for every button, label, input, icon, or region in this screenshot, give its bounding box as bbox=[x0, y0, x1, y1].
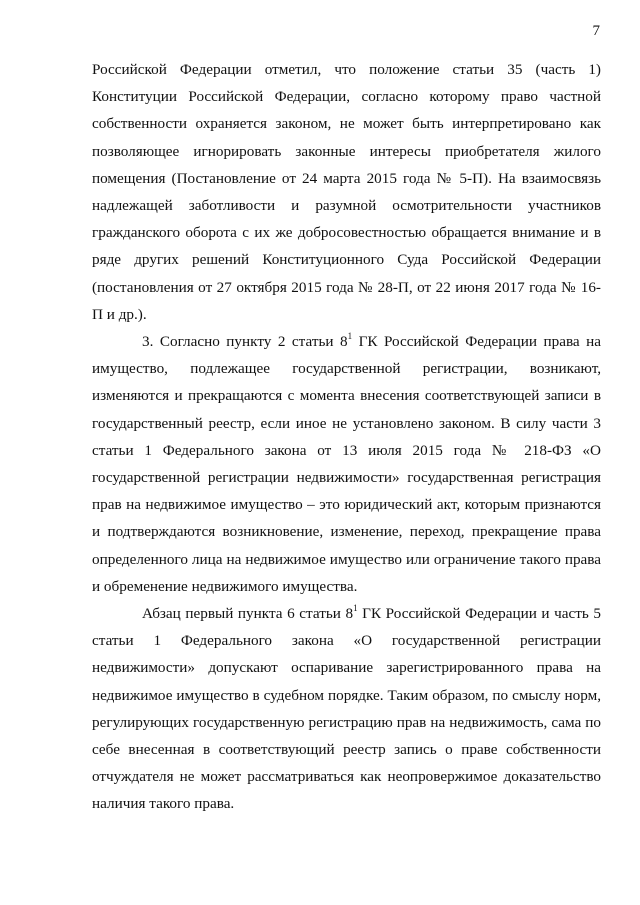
document-body bbox=[92, 56, 601, 818]
article-superscript: 1 bbox=[353, 603, 358, 613]
paragraph-clause-6-text-start: Абзац первый пункта 6 статьи 8 bbox=[142, 605, 354, 623]
paragraph-clause-6-text-end: ГК Российской Федерации и часть 5 статьи 1 Федерального закона «О государственной регистрации недвижимости» допускают оспаривание зарегистрированного права на недвижимое имущество в судебном порядке. Таким образом, по смыслу норм, регулирующих государственную регистрацию прав на недвижимость, сама по себе внесенная в соответствующий реестр запись о праве собственности отчуждателя не может рассматриваться как неопровержимое доказательство наличия такого права. bbox=[92, 605, 601, 813]
paragraph-point-3-text-start: 3. Согласно пункту 2 статьи 8 bbox=[142, 333, 348, 351]
page-number: 7 bbox=[592, 23, 600, 39]
paragraph-point-3 bbox=[92, 328, 601, 600]
article-superscript: 1 bbox=[347, 330, 353, 341]
paragraph-continuation: Российской Федерации отметил, что положение статьи 35 (часть 1) Конституции Российской Федерации, согласно которому право частной собственности охраняется законом, не может быть интерпретировано как позволяющее игнорировать законные интересы приобретателя жилого помещения (Постановление от 24 марта 2015 года № 5-П). На взаимосвязь надлежащей заботливости и разумной осмотрительности участников гражданского оборота с их же добросовестностью обращается внимание и в ряде других решений Конституционного Суда Российской Федерации (постановления от 27 октября 2015 года № 28-П, от 22 июня 2017 года № 16-П и др.). bbox=[92, 61, 601, 323]
paragraph-point-3-text-end: ГК Российской Федерации права на имущество, подлежащее государственной регистрации, возникают, изменяются и прекращаются с момента внесения соответствующей записи в государственный реестр, если иное не установлено законом. В силу части 3 статьи 1 Федерального закона от 13 июля 2015 года № 218-ФЗ «О государственной регистрации недвижимости» государственная регистрация прав на недвижимое имущество – это юридический акт, которым признаются и подтверждаются возникновение, изменение, переход, прекращение права определенного лица на недвижимое имущество или ограничение такого права и обременение недвижимого имущества. bbox=[92, 333, 602, 595]
paragraph-clause-6 bbox=[92, 600, 601, 818]
